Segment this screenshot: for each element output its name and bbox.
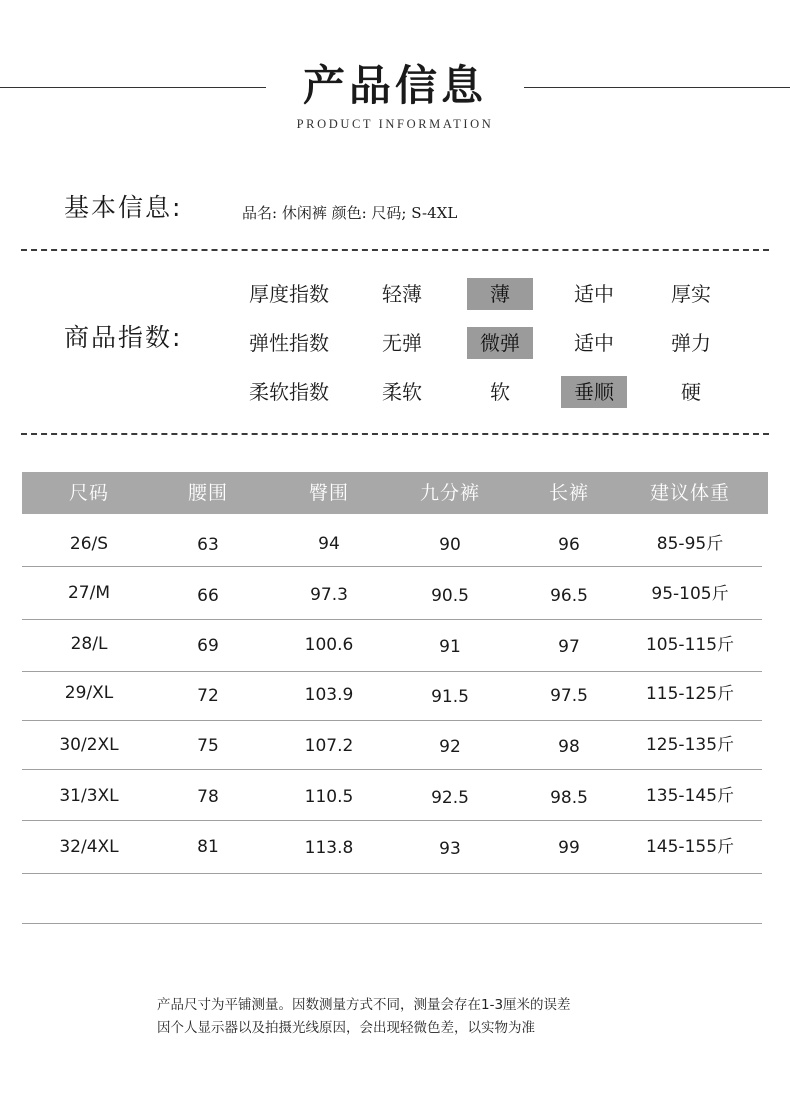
index-option: 硬: [681, 380, 701, 404]
measurement-note: 产品尺寸为平铺测量。因数测量方式不同，测量会存在1-3厘米的误差: [157, 997, 571, 1013]
table-bottom-line: [22, 923, 762, 924]
column-header-size: 尺码: [68, 482, 110, 504]
page-subtitle: PRODUCT INFORMATION: [296, 117, 494, 131]
row-divider: [22, 720, 762, 721]
index-option-selected: 薄: [467, 278, 533, 310]
index-option: 软: [490, 380, 510, 404]
divider-top: [21, 249, 769, 251]
index-option: 柔软: [382, 380, 422, 404]
column-header-full-length: 长裤: [548, 482, 590, 504]
cell-full-length: 98: [558, 737, 580, 757]
index-row-thickness: [0, 278, 790, 318]
row-divider: [22, 566, 762, 567]
cell-waist: 72: [197, 686, 219, 706]
cell-full-length: 99: [558, 838, 580, 858]
cell-full-length: 98.5: [550, 788, 588, 808]
cell-cropped-length: 93: [439, 839, 461, 859]
product-index-label: 商品指数:: [64, 323, 183, 352]
index-option: 轻薄: [382, 282, 422, 306]
cell-size: 32/4XL: [59, 837, 119, 857]
cell-waist: 66: [197, 586, 219, 606]
cell-waist: 75: [197, 736, 219, 756]
cell-weight: 115-125斤: [645, 684, 735, 704]
cell-cropped-length: 91: [439, 637, 461, 657]
cell-hip: 113.8: [304, 838, 354, 858]
index-option: 无弹: [382, 331, 422, 355]
index-option: 厚实: [671, 282, 711, 306]
color-note: 因个人显示器以及拍摄光线原因，会出现轻微色差，以实物为准: [157, 1020, 535, 1036]
page-title: 产品信息: [302, 61, 487, 110]
divider-bottom: [21, 433, 769, 435]
cell-hip: 103.9: [304, 685, 354, 705]
row-divider: [22, 619, 762, 620]
index-option: 弹力: [671, 331, 711, 355]
index-option: 适中: [574, 331, 614, 355]
basic-info-label: 基本信息:: [64, 193, 183, 222]
cell-size: 26/S: [69, 534, 109, 554]
index-option-selected: 微弹: [467, 327, 533, 359]
row-divider: [22, 671, 762, 672]
column-header-weight: 建议体重: [649, 482, 731, 504]
column-header-waist: 腰围: [187, 482, 229, 504]
cell-cropped-length: 92.5: [431, 788, 469, 808]
index-name: 厚度指数: [249, 282, 329, 306]
column-header-hip: 臀围: [308, 482, 350, 504]
cell-hip: 97.3: [310, 585, 348, 605]
index-option-selected: 垂顺: [561, 376, 627, 408]
cell-cropped-length: 90.5: [431, 586, 469, 606]
cell-hip: 110.5: [304, 787, 354, 807]
size-table-header: [22, 472, 768, 514]
cell-size: 31/3XL: [59, 786, 119, 806]
cell-size: 28/L: [70, 634, 108, 654]
row-divider: [22, 820, 762, 821]
cell-full-length: 96: [558, 535, 580, 555]
column-header-cropped-length: 九分裤: [419, 482, 481, 504]
cell-cropped-length: 91.5: [431, 687, 469, 707]
cell-weight: 145-155斤: [645, 837, 735, 857]
index-row-elasticity: [0, 327, 790, 367]
row-divider: [22, 769, 762, 770]
cell-waist: 69: [197, 636, 219, 656]
cell-weight: 85-95斤: [656, 534, 724, 554]
cell-size: 29/XL: [64, 683, 114, 703]
index-option: 适中: [574, 282, 614, 306]
cell-hip: 107.2: [304, 736, 354, 756]
cell-full-length: 97: [558, 637, 580, 657]
cell-cropped-length: 90: [439, 535, 461, 555]
row-divider: [22, 873, 762, 874]
index-name: 弹性指数: [249, 331, 329, 355]
cell-full-length: 96.5: [550, 586, 588, 606]
cell-size: 27/M: [67, 583, 111, 603]
cell-hip: 94: [318, 534, 340, 554]
index-row-softness: [0, 376, 790, 416]
cell-weight: 135-145斤: [645, 786, 735, 806]
cell-waist: 78: [197, 787, 219, 807]
cell-size: 30/2XL: [59, 735, 119, 755]
index-name: 柔软指数: [249, 380, 329, 404]
cell-weight: 105-115斤: [645, 635, 735, 655]
cell-waist: 63: [197, 535, 219, 555]
cell-hip: 100.6: [304, 635, 354, 655]
cell-waist: 81: [197, 837, 219, 857]
cell-cropped-length: 92: [439, 737, 461, 757]
cell-weight: 95-105斤: [651, 584, 729, 604]
basic-info-value: 品名: 休闲裤 颜色: 尺码; S-4XL: [242, 204, 458, 222]
cell-full-length: 97.5: [550, 686, 588, 706]
cell-weight: 125-135斤: [645, 735, 735, 755]
